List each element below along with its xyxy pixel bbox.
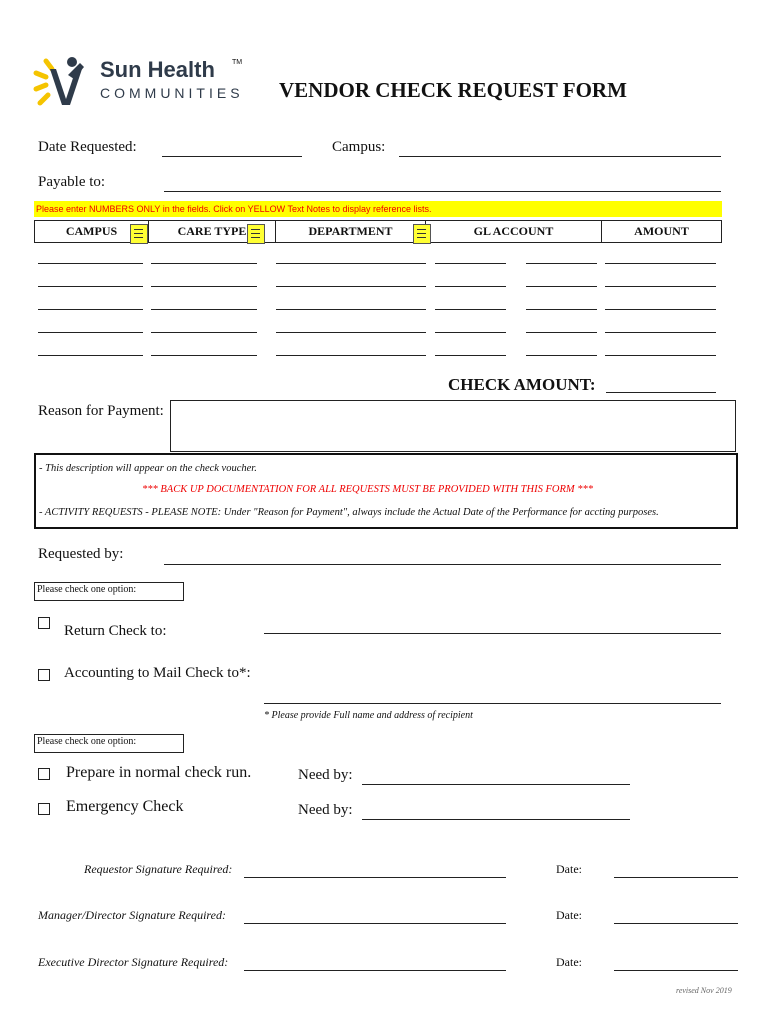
mail-check-field[interactable] [264, 703, 721, 704]
row-5-gl-account-1-field[interactable] [435, 355, 506, 356]
row-5-care-type-field[interactable] [151, 355, 257, 356]
normal-run-checkbox[interactable] [38, 768, 50, 780]
emergency-checkbox[interactable] [38, 803, 50, 815]
campus-note-icon[interactable] [130, 224, 148, 244]
mail-check-label: Accounting to Mail Check to*: [64, 665, 251, 681]
row-2-amount-field[interactable] [605, 286, 716, 287]
row-4-gl-account-2-field[interactable] [526, 332, 597, 333]
voucher-line-3: - ACTIVITY REQUESTS - PLEASE NOTE: Under "Reason for Payment", always include the Actual Date of the Performance for accting purposes. [39, 507, 659, 518]
row-4-department-field[interactable] [276, 332, 426, 333]
row-2-gl-account-2-field[interactable] [526, 286, 597, 287]
row-3-department-field[interactable] [276, 309, 426, 310]
requested-by-label: Requested by: [38, 546, 124, 562]
logo-name: Sun Health [100, 57, 215, 82]
emergency-label: Emergency Check [66, 798, 184, 815]
row-4-care-type-field[interactable] [151, 332, 257, 333]
row-4-campus-field[interactable] [38, 332, 143, 333]
return-check-checkbox[interactable] [38, 617, 50, 629]
date-field-2[interactable] [614, 923, 738, 924]
voucher-notice-box [34, 453, 738, 529]
reason-label: Reason for Payment: [38, 403, 164, 419]
date-requested-field[interactable] [162, 156, 302, 157]
row-2-gl-account-1-field[interactable] [435, 286, 506, 287]
trademark: TM [232, 59, 243, 66]
row-1-amount-field[interactable] [605, 263, 716, 264]
requestor-signature-label: Requestor Signature Required: [84, 862, 233, 876]
date-field-1[interactable] [614, 877, 738, 878]
row-1-care-type-field[interactable] [151, 263, 257, 264]
row-3-gl-account-1-field[interactable] [435, 309, 506, 310]
executive-signature-label: Executive Director Signature Required: [38, 955, 229, 969]
form-title: VENDOR CHECK REQUEST FORM [279, 78, 627, 102]
notice-banner: Please enter NUMBERS ONLY in the fields. Click on YELLOW Text Notes to display reference lists. [34, 201, 722, 217]
need-by-field-2[interactable] [362, 819, 630, 820]
row-3-care-type-field[interactable] [151, 309, 257, 310]
payable-to-label: Payable to: [38, 174, 106, 190]
payable-to-field[interactable] [164, 191, 721, 192]
check-amount-field[interactable] [606, 392, 716, 393]
mail-note: * Please provide Full name and address of recipient [264, 710, 473, 721]
col-care-type: CARE TYPE [149, 221, 276, 242]
row-2-campus-field[interactable] [38, 286, 143, 287]
date-label-1: Date: [556, 862, 582, 876]
row-5-department-field[interactable] [276, 355, 426, 356]
voucher-line-1: - This description will appear on the check voucher. [39, 463, 257, 474]
need-by-label-1: Need by: [298, 767, 353, 783]
row-1-campus-field[interactable] [38, 263, 143, 264]
care-type-note-icon[interactable] [247, 224, 265, 244]
date-requested-label: Date Requested: [38, 139, 137, 155]
mail-check-checkbox[interactable] [38, 669, 50, 681]
normal-run-label: Prepare in normal check run. [66, 764, 252, 781]
revised-date: revised Nov 2019 [676, 986, 732, 995]
col-campus: CAMPUS [35, 221, 149, 242]
campus-field[interactable] [399, 156, 721, 157]
row-3-campus-field[interactable] [38, 309, 143, 310]
requestor-signature-field[interactable] [244, 877, 506, 878]
voucher-line-2: *** BACK UP DOCUMENTATION FOR ALL REQUESTS MUST BE PROVIDED WITH THIS FORM *** [142, 484, 594, 495]
option-label-box-2: Please check one option: [34, 734, 184, 753]
campus-label: Campus: [332, 139, 386, 155]
reason-field[interactable] [170, 400, 736, 452]
row-3-gl-account-2-field[interactable] [526, 309, 597, 310]
need-by-field-1[interactable] [362, 784, 630, 785]
col-amount: AMOUNT [634, 224, 689, 238]
date-field-3[interactable] [614, 970, 738, 971]
date-label-2: Date: [556, 908, 582, 922]
row-5-amount-field[interactable] [605, 355, 716, 356]
col-department: DEPARTMENT [276, 221, 426, 242]
manager-signature-label: Manager/Director Signature Required: [38, 908, 226, 922]
requested-by-field[interactable] [164, 564, 721, 565]
company-logo [32, 55, 242, 110]
row-5-gl-account-2-field[interactable] [526, 355, 597, 356]
option-label-box-1: Please check one option: [34, 582, 184, 601]
col-gl-account: GL ACCOUNT [426, 221, 602, 242]
executive-signature-field[interactable] [244, 970, 506, 971]
sun-figure-icon [32, 55, 102, 110]
manager-signature-field[interactable] [244, 923, 506, 924]
row-1-gl-account-2-field[interactable] [526, 263, 597, 264]
date-label-3: Date: [556, 955, 582, 969]
row-4-amount-field[interactable] [605, 332, 716, 333]
row-5-campus-field[interactable] [38, 355, 143, 356]
row-2-department-field[interactable] [276, 286, 426, 287]
return-check-field[interactable] [264, 633, 721, 634]
row-1-gl-account-1-field[interactable] [435, 263, 506, 264]
row-2-care-type-field[interactable] [151, 286, 257, 287]
row-3-amount-field[interactable] [605, 309, 716, 310]
return-check-label: Return Check to: [64, 623, 167, 639]
department-note-icon[interactable] [413, 224, 431, 244]
row-1-department-field[interactable] [276, 263, 426, 264]
check-amount-label: CHECK AMOUNT: [448, 375, 596, 394]
row-4-gl-account-1-field[interactable] [435, 332, 506, 333]
need-by-label-2: Need by: [298, 802, 353, 818]
logo-subtitle: COMMUNITIES [100, 85, 244, 101]
